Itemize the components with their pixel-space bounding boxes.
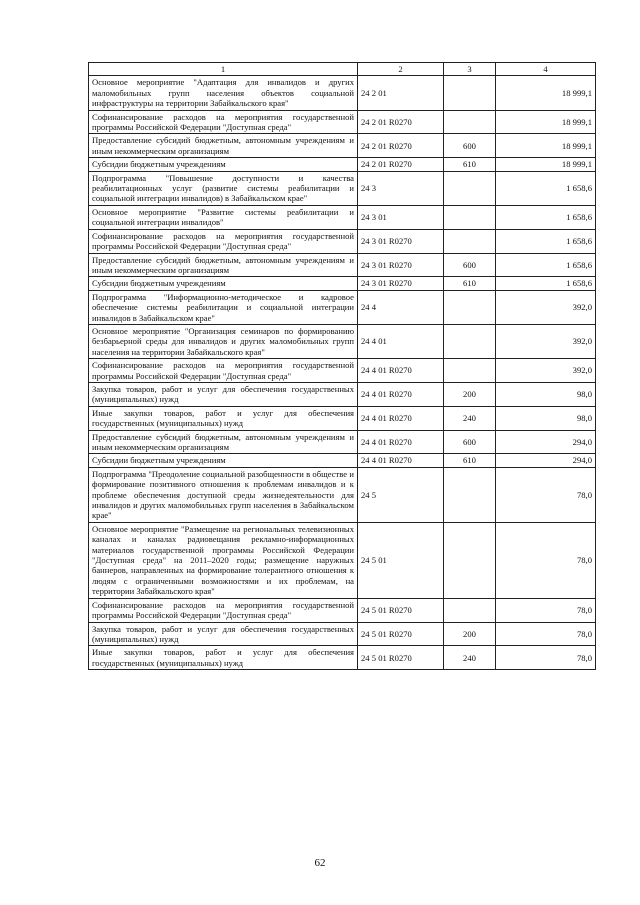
- row-expense-type-cell: 200: [444, 622, 496, 646]
- table-row: [89, 382, 596, 406]
- row-code-cell: 24 3: [358, 171, 444, 205]
- row-amount-cell: 18 999,1: [496, 76, 596, 110]
- table-row: [89, 522, 596, 598]
- row-code-cell: 24 4 01 R0270: [358, 454, 444, 467]
- table-row: [89, 76, 596, 110]
- row-code-cell: 24 3 01 R0270: [358, 253, 444, 277]
- row-amount-cell: 1 658,6: [496, 171, 596, 205]
- row-name-cell: Предоставление субсидий бюджетным, автономным учреждениям и иным некоммерческим организациям: [89, 253, 358, 277]
- row-code-cell: 24 4 01 R0270: [358, 382, 444, 406]
- row-expense-type-cell: 240: [444, 406, 496, 430]
- row-name-cell: Иные закупки товаров, работ и услуг для обеспечения государственных (муниципальных) нужд: [89, 406, 358, 430]
- row-name-cell: Софинансирование расходов на мероприятия государственной программы Российской Федерации "Доступная среда": [89, 229, 358, 253]
- row-amount-cell: 1 658,6: [496, 253, 596, 277]
- row-name-cell: Субсидии бюджетным учреждениям: [89, 277, 358, 290]
- row-code-cell: 24 4 01 R0270: [358, 359, 444, 383]
- column-header: 2: [358, 63, 444, 76]
- row-amount-cell: 98,0: [496, 382, 596, 406]
- table-row: [89, 454, 596, 467]
- row-amount-cell: 78,0: [496, 646, 596, 670]
- table-row: [89, 646, 596, 670]
- row-expense-type-cell: [444, 110, 496, 134]
- row-amount-cell: 392,0: [496, 359, 596, 383]
- row-amount-cell: 1 658,6: [496, 277, 596, 290]
- table-row: [89, 359, 596, 383]
- table-header-row: [89, 63, 596, 76]
- row-code-cell: 24 5 01 R0270: [358, 646, 444, 670]
- row-amount-cell: 18 999,1: [496, 110, 596, 134]
- row-expense-type-cell: [444, 229, 496, 253]
- row-code-cell: 24 4 01 R0270: [358, 430, 444, 454]
- row-code-cell: 24 3 01 R0270: [358, 229, 444, 253]
- row-amount-cell: 78,0: [496, 598, 596, 622]
- table-row: [89, 134, 596, 158]
- table-row: [89, 598, 596, 622]
- row-amount-cell: 78,0: [496, 467, 596, 522]
- table-row: [89, 205, 596, 229]
- row-expense-type-cell: 610: [444, 454, 496, 467]
- row-code-cell: 24 2 01 R0270: [358, 134, 444, 158]
- row-amount-cell: 18 999,1: [496, 134, 596, 158]
- row-code-cell: 24 4: [358, 290, 444, 324]
- row-code-cell: 24 3 01: [358, 205, 444, 229]
- table-row: [89, 324, 596, 358]
- row-expense-type-cell: [444, 359, 496, 383]
- table-row: [89, 277, 596, 290]
- row-name-cell: Закупка товаров, работ и услуг для обеспечения государственных (муниципальных) нужд: [89, 382, 358, 406]
- row-code-cell: 24 2 01 R0270: [358, 158, 444, 171]
- table-row: [89, 253, 596, 277]
- row-amount-cell: 78,0: [496, 622, 596, 646]
- row-amount-cell: 98,0: [496, 406, 596, 430]
- row-expense-type-cell: [444, 76, 496, 110]
- table-row: [89, 467, 596, 522]
- column-header: 1: [89, 63, 358, 76]
- row-name-cell: Основное мероприятие "Развитие системы реабилитации и социальной интеграции инвалидов": [89, 205, 358, 229]
- page-number: 62: [314, 857, 326, 869]
- table-row: [89, 158, 596, 171]
- table-row: [89, 430, 596, 454]
- row-amount-cell: 1 658,6: [496, 205, 596, 229]
- table-row: [89, 229, 596, 253]
- table-row: [89, 290, 596, 324]
- row-name-cell: Софинансирование расходов на мероприятия государственной программы Российской Федерации "Доступная среда": [89, 598, 358, 622]
- budget-table: [88, 62, 596, 670]
- row-expense-type-cell: 600: [444, 253, 496, 277]
- budget-table-body: [89, 63, 596, 670]
- row-code-cell: 24 5 01 R0270: [358, 598, 444, 622]
- row-name-cell: Предоставление субсидий бюджетным, автономным учреждениям и иным некоммерческим организациям: [89, 430, 358, 454]
- column-header: 4: [496, 63, 596, 76]
- row-code-cell: 24 5 01 R0270: [358, 622, 444, 646]
- row-name-cell: Субсидии бюджетным учреждениям: [89, 158, 358, 171]
- table-row: [89, 406, 596, 430]
- row-code-cell: 24 4 01 R0270: [358, 406, 444, 430]
- row-name-cell: Основное мероприятие "Размещение на региональных телевизионных каналах и каналах радиовещания рекламно-информационных материалов государственной программы Российской Федерации "Доступная среда" на 2011–2020 годы; размещение наружных баннеров, направленных на формирование толерантного отношения к людям с ограниченными возможностями и их проблемам, на территории Забайкальского края": [89, 522, 358, 598]
- row-amount-cell: 1 658,6: [496, 229, 596, 253]
- row-expense-type-cell: [444, 324, 496, 358]
- row-name-cell: Подпрограмма "Преодоление социальной разобщенности в обществе и формирование позитивного отношения к проблемам инвалидов и к проблеме обеспечения доступной среды жизнедеятельности для инвалидов и других маломобильных групп населения в Забайкальском крае": [89, 467, 358, 522]
- row-expense-type-cell: [444, 205, 496, 229]
- row-expense-type-cell: 240: [444, 646, 496, 670]
- row-expense-type-cell: [444, 467, 496, 522]
- row-name-cell: Основное мероприятие "Адаптация для инвалидов и других маломобильных групп населения объектов социальной инфраструктуры на территории Забайкальского края": [89, 76, 358, 110]
- row-code-cell: 24 4 01: [358, 324, 444, 358]
- row-expense-type-cell: [444, 522, 496, 598]
- row-name-cell: Подпрограмма "Повышение доступности и качества реабилитационных услуг (развитие системы реабилитации и социальной интеграции инвалидов) в Забайкальском крае": [89, 171, 358, 205]
- table-row: [89, 110, 596, 134]
- row-expense-type-cell: [444, 290, 496, 324]
- row-name-cell: Предоставление субсидий бюджетным, автономным учреждениям и иным некоммерческим организациям: [89, 134, 358, 158]
- row-expense-type-cell: 200: [444, 382, 496, 406]
- row-code-cell: 24 2 01 R0270: [358, 110, 444, 134]
- row-amount-cell: 294,0: [496, 454, 596, 467]
- row-amount-cell: 78,0: [496, 522, 596, 598]
- row-code-cell: 24 3 01 R0270: [358, 277, 444, 290]
- row-expense-type-cell: 600: [444, 430, 496, 454]
- row-amount-cell: 294,0: [496, 430, 596, 454]
- row-name-cell: Подпрограмма "Информационно-методическое и кадровое обеспечение системы реабилитации и социальной интеграции инвалидов в Забайкальском крае": [89, 290, 358, 324]
- table-row: [89, 171, 596, 205]
- row-name-cell: Закупка товаров, работ и услуг для обеспечения государственных (муниципальных) нужд: [89, 622, 358, 646]
- row-name-cell: Основное мероприятие "Организация семинаров по формированию безбарьерной среды для инвалидов и других маломобильных групп населения на территории Забайкальского края": [89, 324, 358, 358]
- row-name-cell: Софинансирование расходов на мероприятия государственной программы Российской Федерации "Доступная среда": [89, 110, 358, 134]
- row-name-cell: Иные закупки товаров, работ и услуг для обеспечения государственных (муниципальных) нужд: [89, 646, 358, 670]
- row-code-cell: 24 5: [358, 467, 444, 522]
- row-name-cell: Субсидии бюджетным учреждениям: [89, 454, 358, 467]
- row-name-cell: Софинансирование расходов на мероприятия государственной программы Российской Федерации "Доступная среда": [89, 359, 358, 383]
- table-row: [89, 622, 596, 646]
- row-code-cell: 24 5 01: [358, 522, 444, 598]
- column-header: 3: [444, 63, 496, 76]
- row-amount-cell: 18 999,1: [496, 158, 596, 171]
- row-amount-cell: 392,0: [496, 290, 596, 324]
- row-amount-cell: 392,0: [496, 324, 596, 358]
- row-expense-type-cell: 610: [444, 158, 496, 171]
- row-expense-type-cell: 610: [444, 277, 496, 290]
- row-expense-type-cell: 600: [444, 134, 496, 158]
- row-code-cell: 24 2 01: [358, 76, 444, 110]
- row-expense-type-cell: [444, 598, 496, 622]
- row-expense-type-cell: [444, 171, 496, 205]
